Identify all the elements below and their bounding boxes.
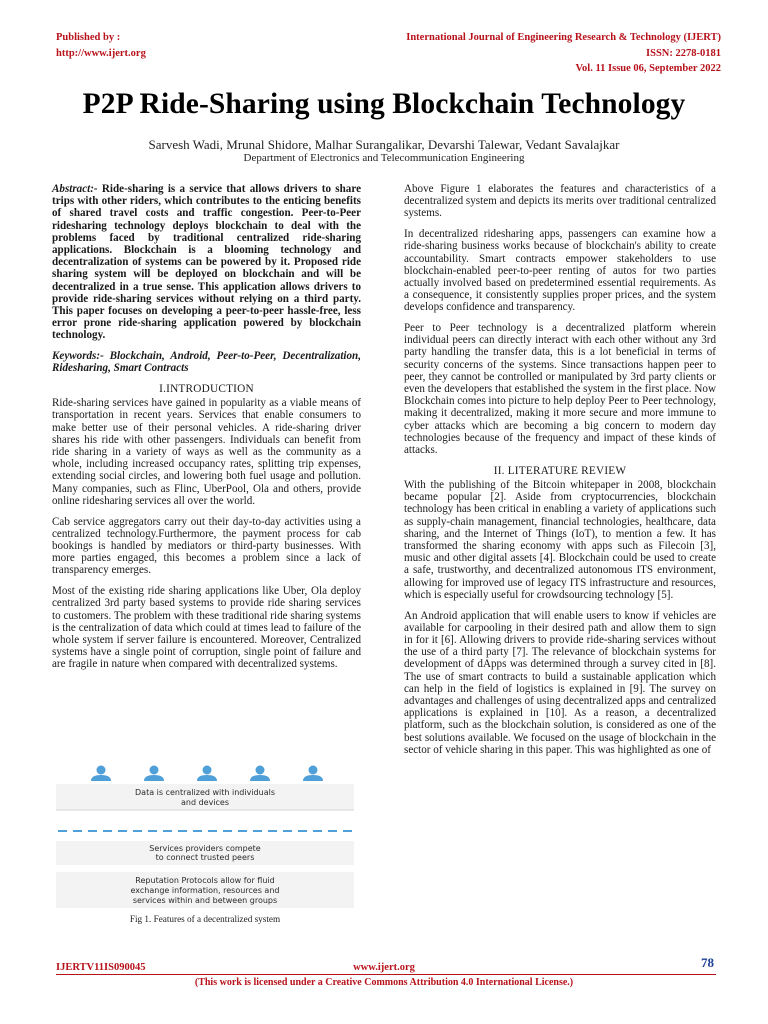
journal-name: International Journal of Engineering Research & Technology (IJERT) <box>406 32 721 43</box>
footer-paper-id: IJERTV11IS090045 <box>56 962 146 973</box>
keywords-label: Keywords:- <box>52 350 104 363</box>
keywords-text: Blockchain, Android, Peer-to-Peer, Decentralization, Ridesharing, Smart Contracts <box>52 350 361 375</box>
person-icon <box>144 766 164 782</box>
right-paragraph-3: Peer to Peer technology is a decentralized platform wherein individual peers can directly interact with each other without any 3rd party handling the transfer data, this is a lot beneficial in terms of security concerns of the systems. Since transactions happen peer to peer, they cannot be controlled or manipulated by 3rd party clients or even the developers that established the system in the first place. Now Blockchain comes into picture to help deploy Peer to Peer technology, making it decentralized, making it more secure and more immune to cyber attacks which are becoming a big concern to modern day technologies because of the frequency and impact of these kinds of attacks. <box>404 322 716 457</box>
journal-issn: ISSN: 2278-0181 <box>646 47 721 59</box>
left-column <box>52 183 361 679</box>
publisher-url-link[interactable]: http://www.ijert.org <box>56 47 146 59</box>
paper-department: Department of Electronics and Telecommunication Engineering <box>243 152 525 164</box>
keywords <box>52 350 361 374</box>
introduction-heading: I.INTRODUCTION <box>159 383 254 396</box>
header-journal <box>406 30 721 77</box>
person-icon <box>197 766 217 782</box>
figure-box-1-line-1: Data is centralized with individuals <box>135 788 275 797</box>
footer-site-link[interactable] <box>0 962 768 973</box>
person-icon <box>91 766 111 782</box>
figure-box-3-line-2: exchange information, resources and <box>130 886 280 895</box>
intro-paragraph-2: Cab service aggregators carry out their day-to-day activities using a centralized technology.Furthermore, the payment process for cab bookings is handled by mediators or third-party businesses. With more parties engaged, this becomes a problem since a lack of transparency emerges. <box>52 515 361 577</box>
figure-box-3-line-1: Reputation Protocols allow for fluid <box>135 876 275 885</box>
figure-box-3-line-3: services within and between groups <box>132 896 278 905</box>
figure-1-decentralized-system <box>56 764 354 914</box>
figure-box-2-line-2: to connect trusted peers <box>155 853 255 862</box>
abstract-label: Abstract:- <box>52 183 98 195</box>
figure-box-2-line-1: Services providers compete <box>149 844 261 853</box>
person-icon <box>303 766 323 782</box>
person-icon <box>250 766 270 782</box>
people-icon-row <box>91 766 323 782</box>
abstract <box>52 183 361 342</box>
footer-rule <box>56 974 716 975</box>
intro-paragraph-3: Most of the existing ride sharing applications like Uber, Ola deploy centralized 3rd party based systems to provide ride sharing services to customers. The problem with these traditional ride sharing systems is the centralization of data which could at times lead to failure of the whole system if server failure is encountered. Moreover, Centralized systems have a single point of corruption, single point of failure and are fragile in nature when compared with decentralized systems. <box>52 585 361 671</box>
figure-caption: Fig 1. Features of a decentralized system <box>129 914 281 924</box>
literature-review-heading: II. LITERATURE REVIEW <box>493 464 627 477</box>
intro-paragraph-1: Ride-sharing services have gained in popularity as a viable means of transportation in recent years. Services that enable consumers to make better use of their personal vehicles. A ride-sharing driver shares his ride with other passengers. Individuals can benefit from ride sharing in a variety of ways as well as the community as a whole, including increased occupancy rates, splitting trip expenses, extending social circles, and lowering both fuel usage and pollution. Many companies, such as Flinc, UberPool, Ola and others, provide online ridesharing services all over the world. <box>52 397 361 507</box>
right-paragraph-5: An Android application that will enable users to know if vehicles are available for carpooling in their desired path and allow them to sign in for it [6]. Allowing drivers to provide ride-sharing services without the use of a third party [7]. The relevance of blockchain systems for development of dApps was determined through a survey cited in [8]. The use of smart contracts to build a sustainable application which can help in the field of logistics is explained in [9]. The survey on advantages and challenges of using decentralized apps and centralized applications is explained in [10]. As a reason, a decentralized platform, such as the blockchain solution, is considered as one of the best solutions available. We focused on the usage of blockchain in the sector of vehicle sharing in this paper. This was highlighted as one of <box>404 609 716 756</box>
right-column <box>404 183 716 764</box>
published-by-label: Published by : <box>56 32 121 43</box>
paper-title: P2P Ride-Sharing using Blockchain Technology <box>82 88 686 120</box>
right-paragraph-4: With the publishing of the Bitcoin whitepaper in 2008, blockchain became popular [2]. Aside from cryptocurrencies, blockchain technology has been critical in enabling a variety of applications such as supply-chain management, financial technologies, healthcare, data sharing, and the Internet of Things (IoT), to mention a few. It has transformed the sharing economy with apps such as Filecoin [3], music and other digital assets [4]. Blockchain could be used to create a safe, trustworthy, and decentralized autonomous ITS environment, allowing for improved use of legacy ITS infrastructure and resources, which is especially useful for crowdsourcing technology [5]. <box>404 478 716 601</box>
right-paragraph-1: Above Figure 1 elaborates the features and characteristics of a decentralized system and depicts its merits over traditional centralized systems. <box>404 183 716 220</box>
figure-box-1-line-2: and devices <box>180 798 230 807</box>
abstract-text: Ride-sharing is a service that allows drivers to share trips with other riders, which contributes to the enticing benefits of shared travel costs and traffic congestion. Peer-to-Peer ridesharing technology deploys blockchain to deal with the problems faced by traditional centralized ride-sharing applications. Blockchain is a blooming technology and decentralization of systems can be powered by it. Proposed ride sharing system will be deployed on blockchain and will be decentralized in a true sense. This application allows drivers to provide ride-sharing services without relying on a third party. This paper focuses on developing a peer-to-peer hassle-free, less error prone ride-sharing application powered by blockchain technology. <box>52 183 361 342</box>
paper-authors: Sarvesh Wadi, Mrunal Shidore, Malhar Surangalikar, Devarshi Talewar, Vedant Savalajkar <box>148 137 620 152</box>
footer-license: (This work is licensed under a Creative Commons Attribution 4.0 International License.) <box>194 977 574 988</box>
journal-volume: Vol. 11 Issue 06, September 2022 <box>575 63 721 74</box>
footer-site-text[interactable]: www.ijert.org <box>353 962 415 973</box>
header-publisher <box>56 30 146 61</box>
right-paragraph-2: In decentralized ridesharing apps, passengers can examine how a ride-sharing business works because of blockchain's ability to create accountability. Smart contracts empower stakeholders to use blockchain-enabled peer-to-peer renting of autos for two parties actually involved based on predetermined essential requirements. As a consequence, it consistently supplies proper prices, and the system develops confidence and transparency. <box>404 228 716 314</box>
page-number: 78 <box>701 955 714 970</box>
